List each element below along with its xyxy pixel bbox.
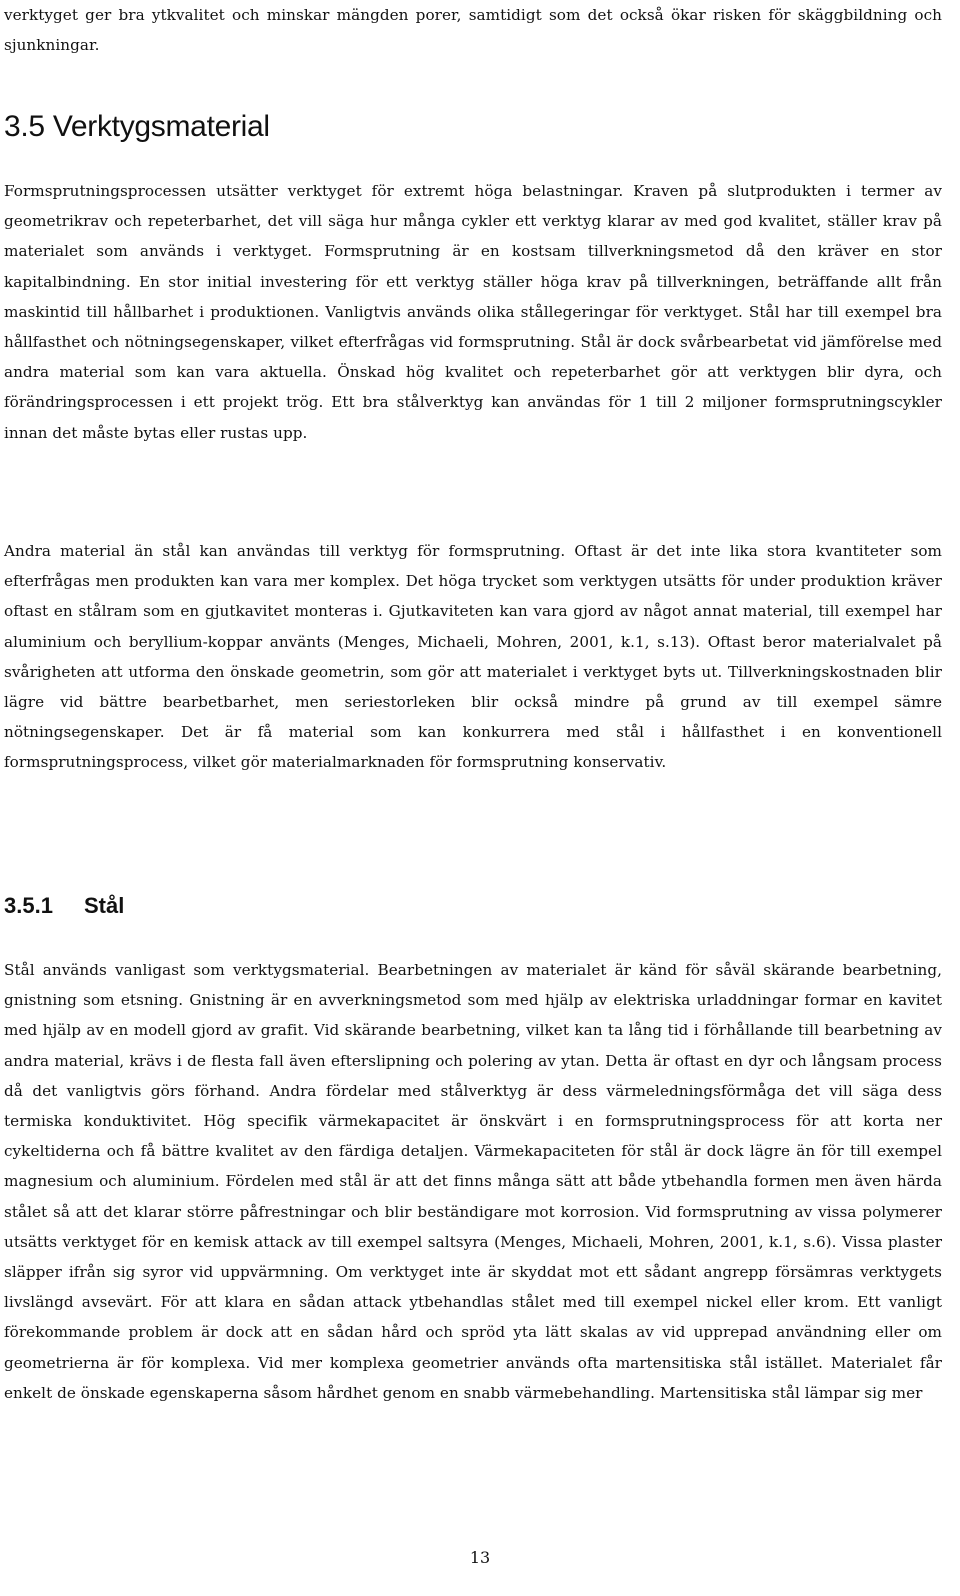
section-paragraph-1: Formsprutningsprocessen utsätter verktyget för extremt höga belastningar. Kraven på slutprodukten i termer av geometrikrav och repeterbarhet, det vill säga hur många cykler ett verktyg klarar av med god kvalitet, ställer krav på materialet som används i verktyget. Formsprutning är en kostsam tillverkningsmetod då den kräver en stor kapitalbindning. En stor initial investering för ett verktyg ställer höga krav på tillverkningen, beträffande allt från maskintid till hållbarhet i produktionen. Vanligtvis används olika stållegeringar för verktyget. Stål har till exempel bra hållfasthet och nötningsegenskaper, vilket efterfrågas vid formsprutning. Stål är dock svårbearbetat vid jämförelse med andra material som kan vara aktuella. Önskad hög kvalitet och repeterbarhet gör att verktygen blir dyra, och förändringsprocessen i ett projekt trög. Ett bra stålverktyg kan användas för 1 till 2 miljoner formsprutningscykler innan det måste bytas eller rustas upp. [4,182,942,442]
section-heading: 3.5 Verktygsmaterial [4,110,270,143]
subsection-heading [4,892,124,920]
subsection-title: Stål [84,893,125,918]
subsection-paragraph: Stål används vanligast som verktygsmaterial. Bearbetningen av materialet är känd för såväl skärande bearbetning, gnistning som etsning. Gnistning är en avverkningsmetod som med hjälp av elektriska urladdningar formar en kavitet med hjälp av en modell gjord av grafit. Vid skärande bearbetning, vilket kan ta lång tid i förhållande till bearbetning av andra material, krävs i de flesta fall även efterslipning och polering av ytan. Detta är oftast en dyr och långsam process då det vanligtvis görs förhand. Andra fördelar med stålverktyg är dess värmeledningsförmåga det vill säga dess termiska konduktivitet. Hög specifik värmekapacitet är önskvärt i en formsprutningsprocess för att korta ner cykeltiderna och få bättre kvalitet av den färdiga detaljen. Värmekapaciteten för stål är dock lägre än för till exempel magnesium och aluminium. Fördelen med stål är att det finns många sätt att både ytbehandla formen men även härda stålet så att det klarar större påfrestningar och blir beständigare mot korrosion. Vid formsprutning av vissa polymerer utsätts verktyget för en kemisk attack av till exempel saltsyra (Menges, Michaeli, Mohren, 2001, k.1, s.6). Vissa plaster släpper ifrån sig syror vid uppvärmning. Om verktyget inte är skyddat mot ett sådant angrepp försämras verktygets livslängd avsevärt. För att klara en sådan attack ytbehandlas stålet med till exempel nickel eller krom. Ett vanligt förekommande problem är dock att en sådan hård och spröd yta lätt skalas av vid upprepad användning eller om geometrierna är för komplexa. Vid mer komplexa geometrier används ofta martensitiska stål istället. Materialet får enkelt de önskade egenskaperna såsom hårdhet genom en snabb värmebehandling. Martensitiska stål lämpar sig mer [4,961,942,1402]
section-paragraph-2: Andra material än stål kan användas till verktyg för formsprutning. Oftast är det inte lika stora kvantiteter som efterfrågas men produkten kan vara mer komplex. Det höga trycket som verktygen utsätts för under produktion kräver oftast en stålram som en gjutkavitet monteras i. Gjutkaviteten kan vara gjord av något annat material, till exempel har aluminium och beryllium-koppar använts (Menges, Michaeli, Mohren, 2001, k.1, s.13). Oftast beror materialvalet på svårigheten att utforma den önskade geometrin, som gör att materialet i verktyget byts ut. Tillverkningskostnaden blir lägre vid bättre bearbetbarhet, men seriestorleken blir också mindre på grund av till exempel sämre nötningsegenskaper. Det är få material som kan konkurrera med stål i hållfasthet i en konventionell formsprutningsprocess, vilket gör materialmarknaden för formsprutning konservativ. [4,542,942,772]
page-number: 13 [469,1548,491,1567]
intro-paragraph: verktyget ger bra ytkvalitet och minskar mängden porer, samtidigt som det också ökar risken för skäggbildning och sjunkningar. [4,6,942,55]
subsection-number: 3.5.1 [4,893,53,918]
